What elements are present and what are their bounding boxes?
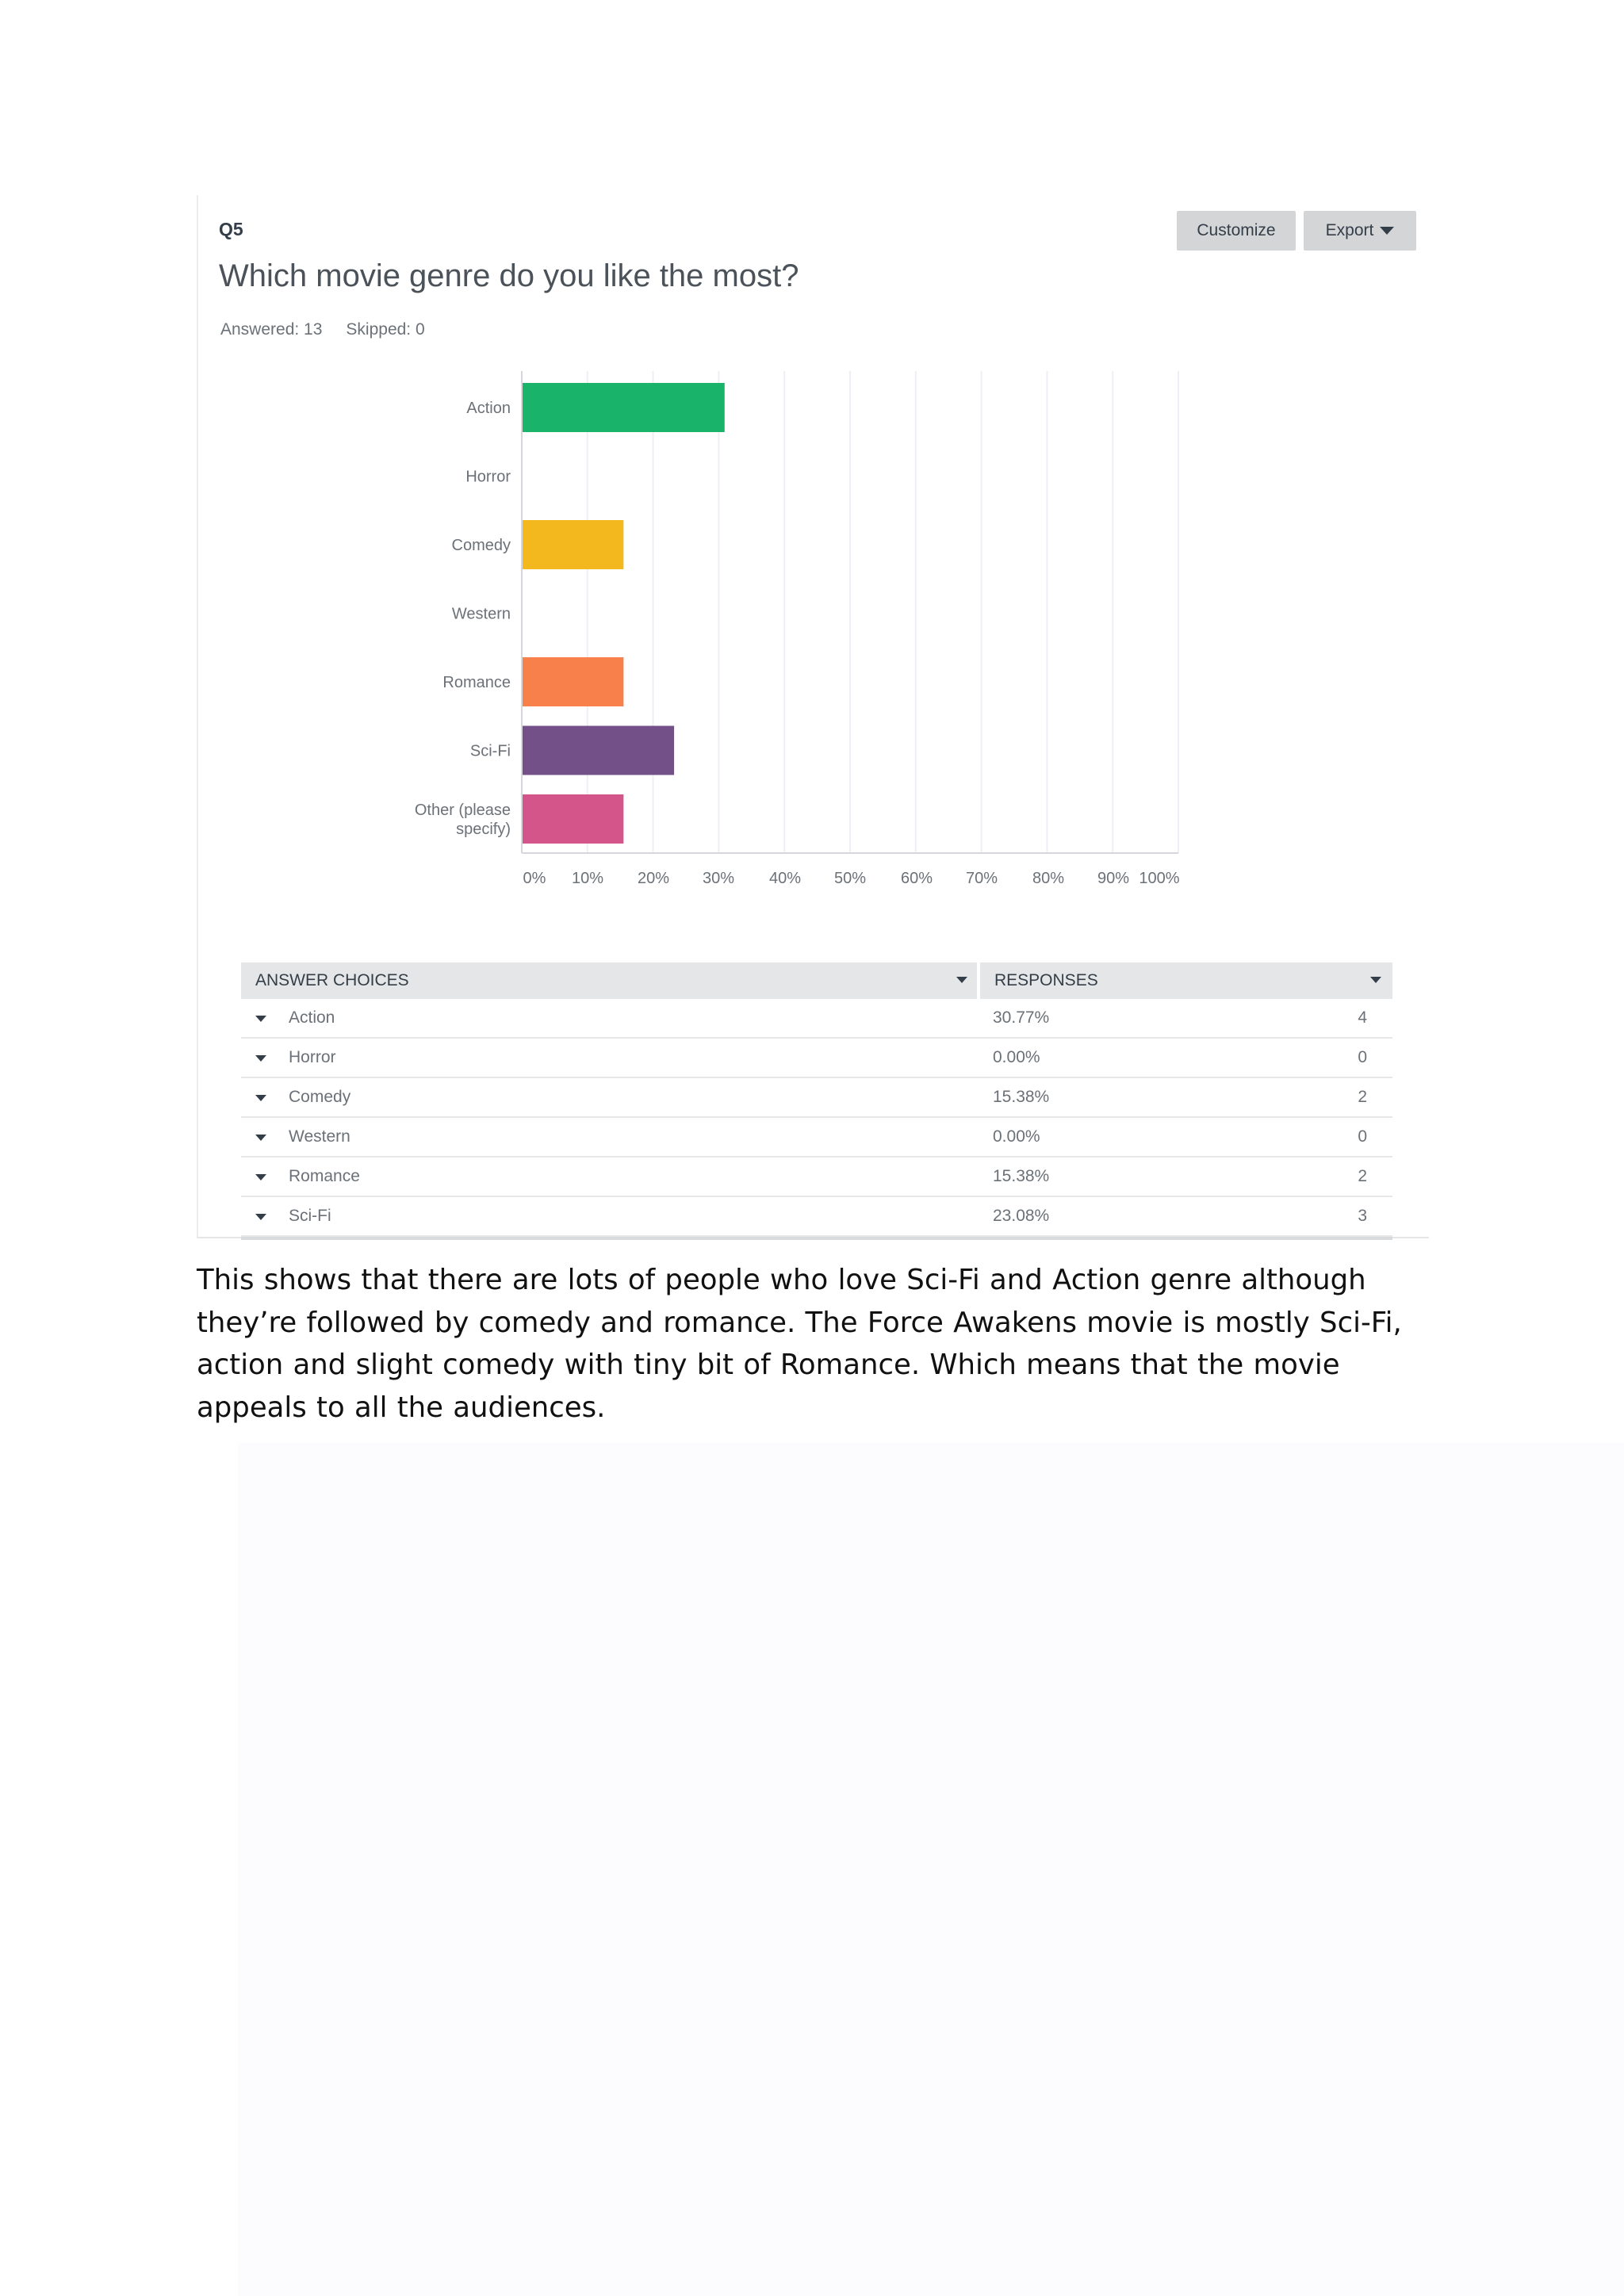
category-label: Comedy xyxy=(451,537,511,554)
answer-label: Western xyxy=(289,1127,350,1146)
answer-count: 2 xyxy=(1358,1088,1367,1106)
x-tick-label: 30% xyxy=(702,870,735,887)
x-tick-label: 20% xyxy=(637,870,670,887)
category-label: Romance xyxy=(442,674,511,691)
expand-caret-icon[interactable] xyxy=(255,1135,266,1141)
answer-label: Action xyxy=(289,1008,335,1027)
table-edge xyxy=(241,1237,1392,1240)
answer-count: 3 xyxy=(1358,1207,1367,1225)
answered-count: Answered: 13 xyxy=(220,320,323,339)
column-divider xyxy=(977,1197,980,1235)
answer-percent: 30.77% xyxy=(993,1008,1050,1027)
page-background xyxy=(238,1443,1624,2296)
customize-button-label: Customize xyxy=(1197,221,1276,239)
answer-percent: 15.38% xyxy=(993,1088,1050,1106)
table-row[interactable] xyxy=(241,1197,1392,1237)
answer-table xyxy=(241,962,1392,1240)
answer-percent: 23.08% xyxy=(993,1207,1050,1225)
column-divider xyxy=(977,1158,980,1196)
x-tick-label: 90% xyxy=(1097,870,1130,887)
expand-caret-icon[interactable] xyxy=(255,1055,266,1062)
table-row[interactable] xyxy=(241,1039,1392,1078)
bar-romance xyxy=(523,657,623,706)
expand-caret-icon[interactable] xyxy=(255,1016,266,1022)
header-divider xyxy=(977,962,980,999)
table-header xyxy=(241,962,1392,999)
table-row[interactable] xyxy=(241,1078,1392,1118)
answer-label: Romance xyxy=(289,1167,360,1185)
sort-caret-icon[interactable] xyxy=(1370,977,1381,983)
category-label: Action xyxy=(466,400,511,417)
skipped-count: Skipped: 0 xyxy=(346,320,425,339)
table-row[interactable] xyxy=(241,1118,1392,1158)
column-divider xyxy=(977,1039,980,1077)
export-button-label: Export xyxy=(1325,221,1374,239)
x-tick-label: 50% xyxy=(833,870,867,887)
answer-percent: 0.00% xyxy=(993,1048,1040,1066)
expand-caret-icon[interactable] xyxy=(255,1095,266,1101)
answer-percent: 0.00% xyxy=(993,1127,1040,1146)
answer-label: Horror xyxy=(289,1048,336,1066)
category-label: specify) xyxy=(456,821,511,838)
x-tick-label: 0% xyxy=(523,870,546,887)
bar-chart xyxy=(198,195,1429,909)
question-number: Q5 xyxy=(219,219,243,239)
category-label: Sci-Fi xyxy=(469,742,511,760)
x-tick-label: 10% xyxy=(571,870,604,887)
answer-label: Sci-Fi xyxy=(289,1207,331,1225)
bar-action xyxy=(523,383,725,432)
bar-comedy xyxy=(523,520,623,569)
sort-caret-icon[interactable] xyxy=(956,977,967,983)
x-tick-label: 80% xyxy=(1032,870,1065,887)
column-divider xyxy=(977,999,980,1037)
expand-caret-icon[interactable] xyxy=(255,1214,266,1220)
header-responses[interactable]: RESPONSES xyxy=(994,971,1098,989)
table-body xyxy=(241,999,1392,1237)
category-label: Other (please xyxy=(414,802,511,819)
column-divider xyxy=(977,1078,980,1116)
answer-count: 4 xyxy=(1358,1008,1367,1027)
survey-result-panel xyxy=(197,195,1429,1238)
answer-percent: 15.38% xyxy=(993,1167,1050,1185)
analysis-paragraph: This shows that there are lots of people who love Sci-Fi and Action genre although they’re followed by comedy and romance. The Force Awakens movie is mostly Sci-Fi, action and slight comedy with tiny bit of Romance. Which means that the movie appeals to all the audiences. xyxy=(197,1264,1402,1424)
answer-count: 0 xyxy=(1358,1048,1367,1066)
table-row[interactable] xyxy=(241,1158,1392,1197)
expand-caret-icon[interactable] xyxy=(255,1174,266,1181)
column-divider xyxy=(977,1118,980,1156)
answer-count: 2 xyxy=(1358,1167,1367,1185)
answer-count: 0 xyxy=(1358,1127,1367,1146)
category-label: Western xyxy=(451,605,511,623)
table-row[interactable] xyxy=(241,999,1392,1039)
x-tick-label: 60% xyxy=(900,870,933,887)
x-tick-label: 100% xyxy=(1139,870,1180,887)
bar-sci-fi xyxy=(523,726,674,775)
answer-label: Comedy xyxy=(289,1088,351,1106)
x-tick-label: 70% xyxy=(965,870,998,887)
header-answer-choices[interactable]: ANSWER CHOICES xyxy=(255,971,409,989)
x-tick-label: 40% xyxy=(768,870,802,887)
category-label: Horror xyxy=(465,468,511,486)
bar-other-please-specify- xyxy=(523,794,623,844)
question-title: Which movie genre do you like the most? xyxy=(219,258,799,293)
